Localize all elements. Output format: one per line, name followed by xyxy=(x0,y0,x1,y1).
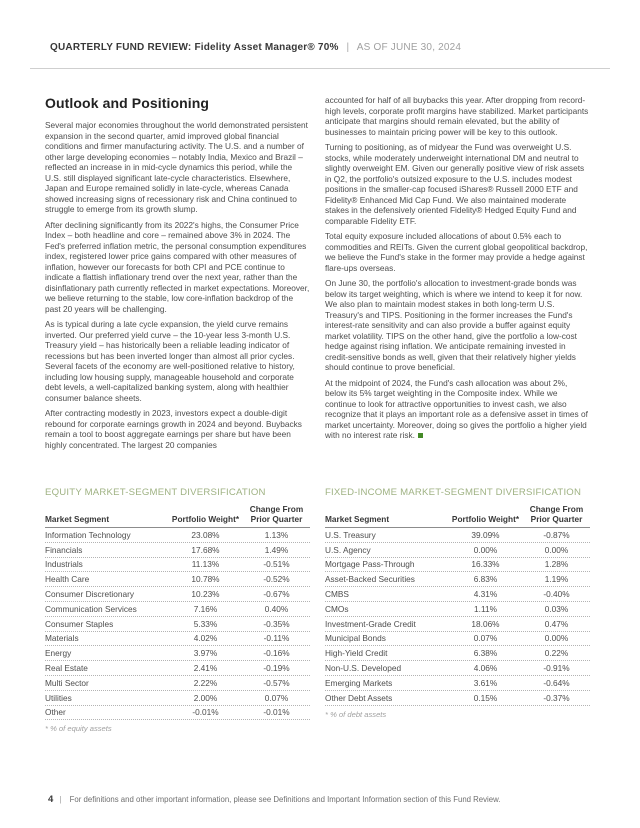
weight-cell: 2.41% xyxy=(193,663,218,674)
weight-cell: 11.13% xyxy=(191,559,220,570)
weight-cell: 39.09% xyxy=(471,529,500,540)
paragraph: After contracting modestly in 2023, investors expect a double-digit rebound for corporate earnings growth in 2024 and beyond. Buybacks remain a tool to boost aggregate earnings per share but have been highly concentrated. The largest 20 companies xyxy=(45,408,302,450)
segment-cell: Municipal Bonds xyxy=(325,633,386,644)
weight-cell: 3.61% xyxy=(473,677,498,688)
segment-cell: High-Yield Credit xyxy=(325,648,388,659)
change-cell: 0.07% xyxy=(264,692,289,703)
weight-cell: 6.83% xyxy=(473,574,498,585)
weight-cell: 16.33% xyxy=(471,559,500,570)
change-cell: 0.03% xyxy=(544,603,569,614)
change-cell: -0.35% xyxy=(263,618,290,629)
paragraph: Total equity exposure included allocations of about 0.5% each to commodities and REITs. Given the current global geopolitical backdrop, we believe the Fund's stake in the former may provide a hedge against flare-ups overseas. xyxy=(325,231,588,273)
change-cell: -0.51% xyxy=(263,559,290,570)
segment-cell: Multi Sector xyxy=(45,677,89,688)
weight-cell: 4.31% xyxy=(473,589,498,600)
column-header-weight: Portfolio Weight* xyxy=(451,513,520,524)
segment-cell: CMOs xyxy=(325,603,349,614)
segment-cell: Energy xyxy=(45,648,72,659)
end-of-article-marker xyxy=(418,433,423,438)
fixed-income-table-footnote: * % of debt assets xyxy=(325,709,387,719)
header-separator: | xyxy=(346,42,350,53)
table-row xyxy=(45,646,310,661)
diversification-tables xyxy=(45,487,590,733)
change-cell: -0.52% xyxy=(263,574,290,585)
segment-cell: Financials xyxy=(45,544,83,555)
segment-cell: Emerging Markets xyxy=(325,677,393,688)
change-cell: 0.22% xyxy=(544,648,569,659)
weight-cell: 4.06% xyxy=(473,663,498,674)
segment-cell: CMBS xyxy=(325,589,349,600)
column-header-change: Change From Prior Quarter xyxy=(249,504,304,524)
paragraph: Turning to positioning, as of midyear the Fund was overweight U.S. stocks, while moderately underweight international DM and neutral to slightly overweight EM. Given our generally positive view of risk assets in Q2, the portfolio's outsized exposure to the U.S. includes modest positions in the smaller-cap focused iShares® Russell 2000 ETF and Fidelity® Enhanced Mid Cap Fund. We also maintained moderate stakes in the defensively oriented Fidelity® Hedged Equity Fund and comparable Fidelity ETF. xyxy=(325,142,585,226)
segment-cell: U.S. Treasury xyxy=(325,529,376,540)
table-row xyxy=(45,602,310,617)
change-cell: 1.28% xyxy=(544,559,569,570)
segment-cell: U.S. Agency xyxy=(325,544,371,555)
segment-cell: Utilities xyxy=(45,692,72,703)
segment-cell: Other xyxy=(45,707,66,718)
weight-cell: 0.07% xyxy=(473,633,498,644)
segment-cell: Information Technology xyxy=(45,529,131,540)
change-cell: 0.00% xyxy=(544,633,569,644)
table-row xyxy=(45,706,310,721)
change-cell: -0.01% xyxy=(263,707,290,718)
table-row xyxy=(325,617,590,632)
table-row xyxy=(325,587,590,602)
paragraph: On June 30, the portfolio's allocation to investment-grade bonds was below its target weighting, which is where we intend to keep it for now. We also plan to maintain modest stakes in both long-term U.S. Treasury's and TIPS. Positioning in the former increases the Fund's interest-rate sensitivity and can also provide a buffer against equity market volatility. TIPS on the other hand, give the portfolio a low-cost hedge against rising inflation. We anticipate remaining invested in credit-sensitive bonds as well, given that their relatively higher yields should continue to prove beneficial. xyxy=(325,278,583,372)
as-of-date: AS OF JUNE 30, 2024 xyxy=(356,42,462,53)
weight-cell: 2.00% xyxy=(193,692,218,703)
change-cell: 0.00% xyxy=(544,544,569,555)
column-header-segment: Market Segment xyxy=(45,513,110,524)
footer-text: For definitions and other important information, please see Definitions and Important Information section of this Fund Review. xyxy=(69,795,501,804)
weight-cell: 23.08% xyxy=(191,529,220,540)
segment-cell: Health Care xyxy=(45,574,90,585)
weight-cell: 3.97% xyxy=(193,648,218,659)
footer-separator: | xyxy=(59,795,62,804)
table-row xyxy=(325,646,590,661)
table-row xyxy=(45,676,310,691)
table-row xyxy=(325,691,590,706)
segment-cell: Consumer Staples xyxy=(45,618,114,629)
table-row xyxy=(325,632,590,647)
segment-cell: Consumer Discretionary xyxy=(45,589,134,600)
paragraph: accounted for half of all buybacks this year. After dropping from record-high levels, corporate profit margins have stabilized. Market participants anticipate that margins should remain elevated, but the ability of businesses to maintain pricing power will be key to this outlook. xyxy=(325,95,589,137)
table-row xyxy=(325,543,590,558)
fund-name: Fidelity Asset Manager® 70% xyxy=(194,42,339,53)
paragraph xyxy=(325,378,590,441)
table-row xyxy=(325,528,590,543)
change-cell: 1.13% xyxy=(264,529,289,540)
weight-cell: 0.00% xyxy=(473,544,498,555)
change-cell: -0.16% xyxy=(263,648,290,659)
equity-table xyxy=(45,487,310,733)
table-row xyxy=(45,661,310,676)
outlook-right-column xyxy=(325,95,590,455)
paragraph-text: At the midpoint of 2024, the Fund's cash allocation was about 2%, below its 5% target weighting in the Composite index. While we continue to look for attractive opportunities to invest cash, we also recognize that it plays an important role as a defensive asset in times of market uncertainty. Moreover, doing so gives the portfolio a higher yield with no interest rate risk. xyxy=(325,377,588,440)
segment-cell: Mortgage Pass-Through xyxy=(325,559,415,570)
change-cell: 1.19% xyxy=(544,574,569,585)
table-row xyxy=(45,617,310,632)
section-title: Outlook and Positioning xyxy=(45,95,210,111)
page-footer xyxy=(48,794,500,805)
weight-cell: 6.38% xyxy=(473,648,498,659)
change-cell: -0.19% xyxy=(263,663,290,674)
table-row xyxy=(325,661,590,676)
weight-cell: 1.11% xyxy=(474,603,497,614)
paragraph: Several major economies throughout the world demonstrated persistent expansion in the second quarter, amid improved global financial conditions and firmer manufacturing activity. The U.S. and a number of other large developing economies – notably India, Mexico and Brazil – reflected an increase in in mid-cycle dynamics this period, while the U.S. still displayed significant late-cycle characteristics. Elsewhere, Japan and Europe remained solidly in late-cycle, whereas Canada showed increasing signs of recessionary risk and China continued to struggle to emerge from its growth slump. xyxy=(45,120,308,214)
change-cell: -0.87% xyxy=(543,529,570,540)
segment-cell: Real Estate xyxy=(45,663,88,674)
table-row xyxy=(45,543,310,558)
table-row xyxy=(325,676,590,691)
segment-cell: Materials xyxy=(45,633,79,644)
table-row xyxy=(325,572,590,587)
change-cell: -0.37% xyxy=(543,692,570,703)
change-cell: -0.64% xyxy=(543,677,570,688)
change-cell: -0.11% xyxy=(263,633,290,644)
change-cell: -0.91% xyxy=(543,663,570,674)
equity-table-header xyxy=(45,505,310,528)
weight-cell: 17.68% xyxy=(191,544,220,555)
fixed-income-table xyxy=(325,487,590,733)
segment-cell: Communication Services xyxy=(45,603,137,614)
fixed-income-table-header xyxy=(325,505,590,528)
weight-cell: 18.06% xyxy=(471,618,500,629)
paragraph: After declining significantly from its 2022's highs, the Consumer Price Index – both headline and core – remained above 3% in 2024. The Fed's preferred inflation metric, the personal consumption expenditures index, registered lower price gains compared with other measures of inflation, however our forecasts for both CPI and PCE continue to indicate a flattish inflationary trend over the next year, rather than the disinflationary path currently reflected in market expectations. Moreover, we believe returning to the stable, low core-inflation backdrop of the past 20 years will be challenging. xyxy=(45,219,310,314)
change-cell: -0.67% xyxy=(263,589,290,600)
outlook-left-column xyxy=(45,95,310,455)
table-row xyxy=(45,558,310,573)
table-row xyxy=(45,632,310,647)
equity-table-footnote: * % of equity assets xyxy=(45,724,112,734)
segment-cell: Other Debt Assets xyxy=(325,692,393,703)
weight-cell: 7.16% xyxy=(193,603,218,614)
page-number: 4 xyxy=(48,794,54,805)
change-cell: -0.57% xyxy=(263,677,290,688)
table-row xyxy=(45,691,310,706)
weight-cell: 10.78% xyxy=(191,574,220,585)
column-header-change: Change From Prior Quarter xyxy=(529,504,584,524)
table-row xyxy=(45,587,310,602)
table-row xyxy=(325,602,590,617)
header-divider xyxy=(30,68,610,69)
page-header xyxy=(50,42,461,53)
change-cell: 0.47% xyxy=(544,618,569,629)
table-row xyxy=(45,528,310,543)
weight-cell: -0.01% xyxy=(192,707,219,718)
report-type-label: QUARTERLY FUND REVIEW: xyxy=(50,42,192,53)
weight-cell: 10.23% xyxy=(191,589,220,600)
fixed-income-table-title: FIXED-INCOME MARKET-SEGMENT DIVERSIFICATION xyxy=(325,487,582,498)
paragraph: As is typical during a late cycle expansion, the yield curve remains inverted. Our preferred yield curve – the 10-year less 3-month U.S. Treasury yield – has historically been a reliable leading indicator of recessions but has been inverted longer than almost all prior cycles. Several facets of the economy are well-positioned relative to history, including low housing supply, manageable household and corporate debt levels, a well-capitalized banking system, along with healthier consumer balance sheets. xyxy=(45,319,295,403)
table-row xyxy=(325,558,590,573)
column-header-weight: Portfolio Weight* xyxy=(171,513,240,524)
change-cell: 1.49% xyxy=(264,544,289,555)
weight-cell: 5.33% xyxy=(193,618,218,629)
weight-cell: 0.15% xyxy=(473,692,498,703)
outlook-section xyxy=(45,95,590,455)
change-cell: 0.40% xyxy=(264,603,289,614)
weight-cell: 4.02% xyxy=(193,633,218,644)
segment-cell: Industrials xyxy=(45,559,83,570)
weight-cell: 2.22% xyxy=(193,677,218,688)
segment-cell: Asset-Backed Securities xyxy=(325,574,415,585)
segment-cell: Non-U.S. Developed xyxy=(325,663,402,674)
column-header-segment: Market Segment xyxy=(325,513,390,524)
segment-cell: Investment-Grade Credit xyxy=(325,618,416,629)
equity-table-title: EQUITY MARKET-SEGMENT DIVERSIFICATION xyxy=(45,487,266,498)
table-row xyxy=(45,572,310,587)
change-cell: -0.40% xyxy=(543,589,570,600)
